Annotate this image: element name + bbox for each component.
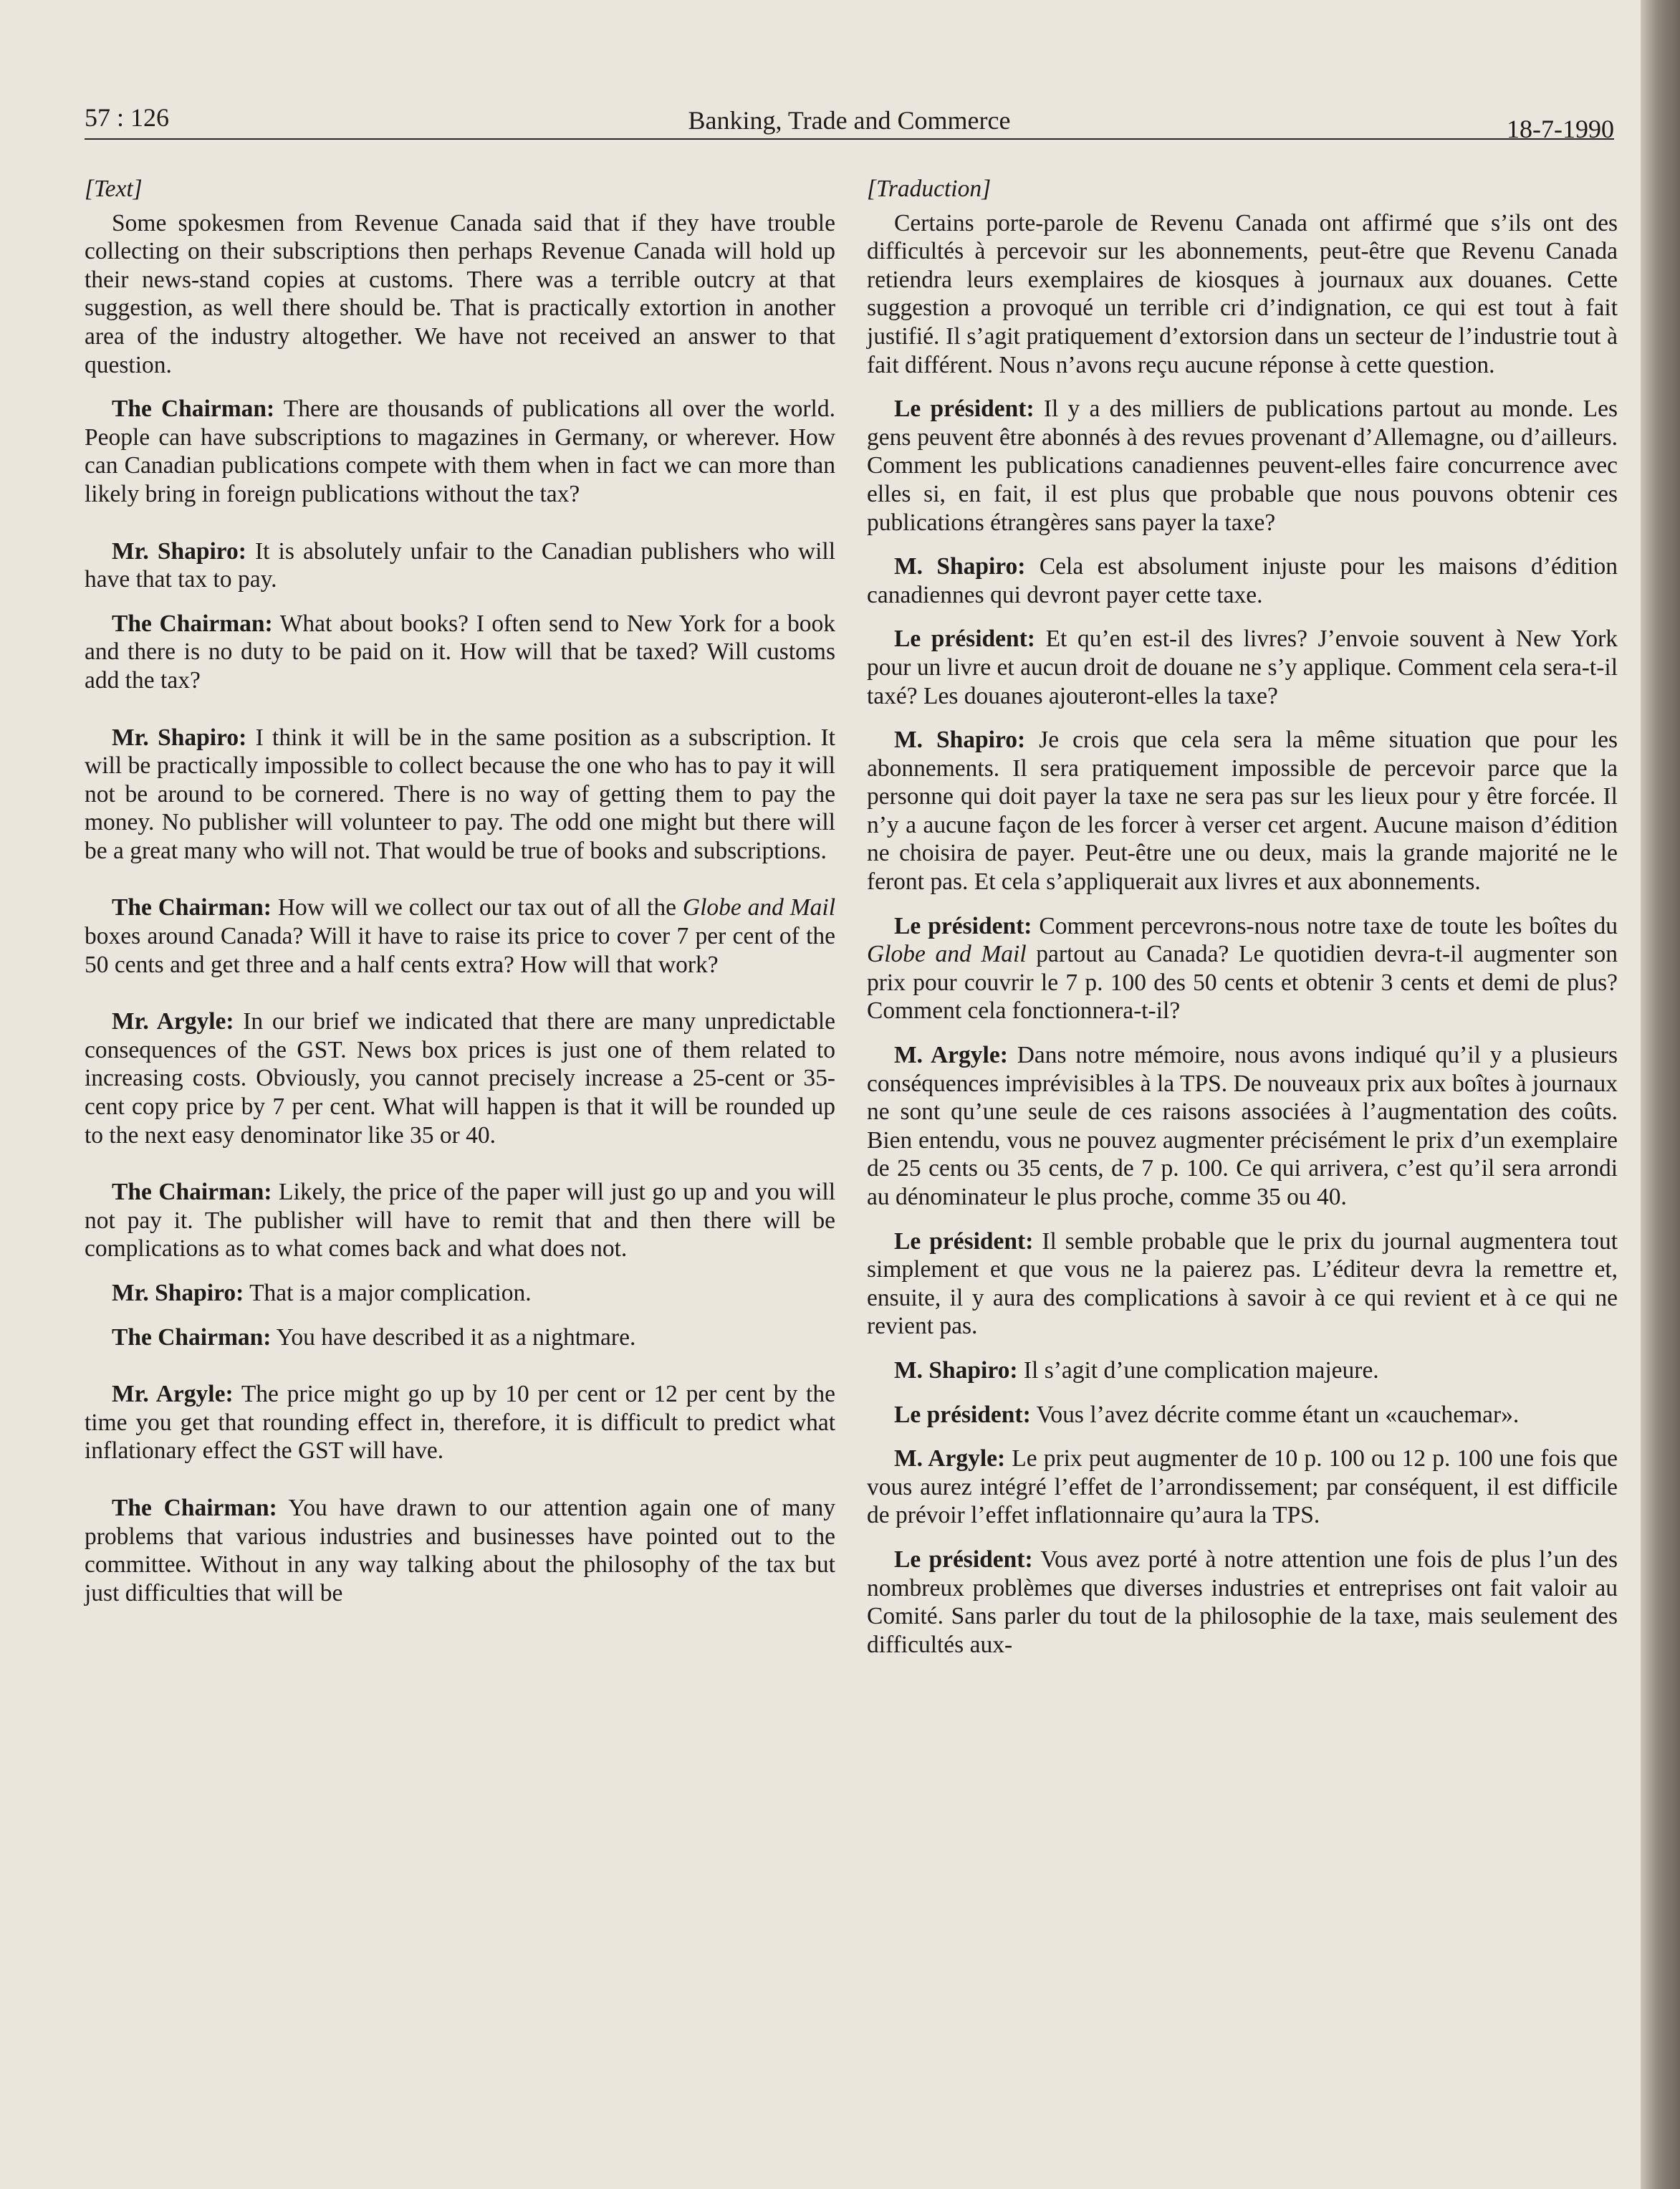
speaker-name: Mr. Shapiro: <box>112 724 247 751</box>
speaker-name: The Chairman: <box>112 610 273 637</box>
paragraph <box>85 724 835 866</box>
paragraph-text: Il y a des milliers de publications partout au monde. Les gens peuvent être abonnés à des revues provenant d’Allemagne, ou d’ailleurs. Comment les publications canadiennes peuvent-elles faire concurrence avec elles si, en fait, il est plus que probable que nous pouvons obtenir ces publications étrangères sans payer la taxe? <box>867 396 1618 536</box>
speaker-name: The Chairman: <box>112 1179 272 1206</box>
paragraph-text: The price might go up by 10 per cent or 12 per cent by the time you get that rounding effect in, therefore, it is difficult to predict what inflationary effect the GST will have. <box>85 1381 835 1465</box>
paragraph <box>867 1356 1618 1385</box>
speaker-name: M. Shapiro: <box>894 727 1026 754</box>
paragraph-text: You have drawn to our attention again one of many problems that various industries and businesses have pointed out to the committee. Without in any way talking about the philosophy of the tax but just difficulties that will be <box>85 1494 835 1606</box>
speaker-name: The Chairman: <box>112 1494 277 1521</box>
paragraph-text: There are thousands of publications all over the world. People can have subscriptions to magazines in Germany, or wherever. How can Canadian publications compete with them when in fact we can more than likely bring in foreign publications without the tax? <box>85 396 835 507</box>
speaker-name: M. Argyle: <box>894 1042 1008 1069</box>
paragraph-text: partout au Canada? Le quotidien devra-t-il augmenter son prix pour couvrir le 7 p. 100 des 50 cents et obtenir 3 cents et demi de plus? Comment cela fonctionnera-t-il? <box>867 941 1618 1025</box>
paragraph-text: Likely, the price of the paper will just go up and you will not pay it. The publisher will have to remit that and then there will be complications as to what comes back and what does not. <box>85 1179 836 1263</box>
speaker-name: Mr. Argyle: <box>112 1008 234 1035</box>
speaker-name: The Chairman: <box>112 396 275 423</box>
paragraph <box>867 912 1618 1025</box>
running-title: Banking, Trade and Commerce <box>688 106 1011 135</box>
paragraph <box>867 1227 1618 1341</box>
paragraph-text: Comment percevrons-nous notre taxe de toute les boîtes du <box>1039 912 1618 939</box>
paragraph-text: Je crois que cela sera la même situation que pour les abonnements. Il sera pratiquement impossible de percevoir parce que la personne qui doit payer la taxe ne sera pas sur les lieux pour y être forcée. Il n’y a aucune façon de les forcer à verser cet argent. Aucune maison d’édition ne choisira de payer. Peut-être une ou deux, mais la grande majorité ne le feront pas. Et cela s’appliquerait aux livres et aux abonnements. <box>867 727 1618 896</box>
page-header <box>85 97 1614 143</box>
paragraph-text: Vous avez porté à notre attention une fois de plus l’un des nombreux problèmes que diverses industries et entreprises ont fait valoir au Comité. Sans parler du tout de la philosophie de la taxe, mais seulement des difficultés aux- <box>867 1546 1618 1658</box>
speaker-name: Le président: <box>894 1227 1034 1255</box>
paragraph <box>85 610 835 695</box>
paragraph <box>85 1178 835 1263</box>
speaker-name: M. Argyle: <box>894 1445 1006 1472</box>
paragraph-text: Dans notre mémoire, nous avons indiqué qu’il y a plusieurs conséquences imprévisibles à la TPS. De nouveaux prix aux boîtes à journaux ne sont qu’une seule de ces raisons associées à l’augmentation des coûts. Bien entendu, vous ne pouvez augmenter précisément le prix d’un exemplaire de 25 cents ou 35 cents, de 7 p. 100. Ce qui arrivera, c’est qu’il sera arrondi au dénominateur le plus proche, comme 35 ou 40. <box>867 1042 1618 1210</box>
page-number: 57 : 126 <box>85 103 170 132</box>
paragraph-text: boxes around Canada? Will it have to raise its price to cover 7 per cent of the 50 cents and get three and a half cents extra? How will that work? <box>85 923 835 978</box>
paragraph-text: Le prix peut augmenter de 10 p. 100 ou 12 p. 100 une fois que vous aurez intégré l’effet de l’arrondissement; par conséquent, il est difficile de prévoir l’effet inflationnaire qu’aura la TPS. <box>867 1445 1618 1529</box>
paragraph <box>867 395 1618 537</box>
paragraph-text: Il s’agit d’une complication majeure. <box>1023 1356 1379 1384</box>
paragraph <box>867 1041 1618 1212</box>
paragraph <box>85 1323 835 1352</box>
speaker-name: The Chairman: <box>112 894 272 921</box>
paragraph-text: Et qu’en est-il des livres? J’envoie souvent à New York pour un livre et aucun droit de douane ne s’y applique. Comment cela sera-t-il taxé? Les douanes ajouteront-elles la taxe? <box>867 626 1618 709</box>
paragraph-text: Vous l’avez décrite comme étant un «cauchemar». <box>1036 1401 1520 1428</box>
paragraph-text: Il semble probable que le prix du journal augmentera tout simplement et que vous ne la paierez pas. L’éditeur devra la remettre et, ensuite, il y aura des complications à savoir à ce qui revient et à ce qui ne revient pas. <box>867 1227 1618 1340</box>
paragraph-text: Certains porte-parole de Revenu Canada ont affirmé que s’ils ont des difficultés à percevoir sur les abonnements, peut-être que Revenu Canada retiendra leurs exemplaires de kiosques à journaux aux douanes. Cette suggestion a provoqué un terrible cri d’indignation, ce qui est tout à fait justifié. Il s’agit pratiquement d’extorsion dans un secteur de l’industrie tout à fait différent. Nous n’avons reçu aucune réponse à cette question. <box>867 209 1618 378</box>
column-label: [Traduction] <box>867 176 992 202</box>
paragraph <box>867 625 1618 710</box>
speaker-name: M. Shapiro: <box>894 1356 1018 1384</box>
paragraph-text: In our brief we indicated that there are many unpredictable consequences of the GST. News box prices is just one of them related to increasing costs. Obviously, you cannot precisely increase a 25-cent or 35-cent copy price by 7 per cent. What will happen is that it will be rounded up to the next easy denominator like 35 or 40. <box>85 1008 836 1149</box>
paragraph-text: You have described it as a nightmare. <box>276 1323 636 1351</box>
newspaper-title: Globe and Mail <box>682 894 836 921</box>
paragraph-text: Cela est absolument injuste pour les maisons d’édition canadiennes qui devront payer cette taxe. <box>867 553 1618 608</box>
paragraph <box>85 894 835 979</box>
speaker-name: Le président: <box>894 396 1035 423</box>
paragraph-text: Some spokesmen from Revenue Canada said that if they have trouble collecting on their subscriptions then perhaps Revenue Canada will hold up their news-stand copies at customs. There was a terrible outcry at that suggestion, as well there should be. That is practically extortion in another area of the industry altogether. We have not received an answer to that question. <box>85 209 835 378</box>
speaker-name: Mr. Shapiro: <box>112 537 246 565</box>
paragraph <box>85 537 835 594</box>
newspaper-title: Globe and Mail <box>867 941 1027 968</box>
paragraph-text: That is a major complication. <box>249 1280 532 1306</box>
paragraph-text: What about books? I often send to New York for a book and there is no duty to be paid on it. How will that be taxed? Will customs add the tax? <box>85 610 835 694</box>
paragraph <box>867 1546 1618 1659</box>
speaker-name: Le président: <box>894 1401 1031 1428</box>
paragraph <box>85 1380 835 1465</box>
speaker-name: M. Shapiro: <box>894 553 1026 580</box>
page-edge-shadow <box>1641 0 1680 2189</box>
paragraph-text: How will we collect our tax out of all the <box>277 894 683 921</box>
paragraph <box>867 726 1618 896</box>
paragraph <box>85 395 835 508</box>
paragraph <box>867 209 1618 380</box>
paragraph-text: I think it will be in the same position as a subscription. It will be practically impossible to collect because the one who has to pay it will not be around to be cornered. There is no way of getting them to pay the money. No publisher will volunteer to pay. The odd one might but there will be a great many who will not. That would be true of books and subscriptions. <box>85 724 835 864</box>
speaker-name: Mr. Shapiro: <box>112 1280 244 1306</box>
paragraph <box>85 1279 835 1308</box>
speaker-name: Le président: <box>894 626 1035 653</box>
paragraph <box>867 1401 1618 1429</box>
paragraph <box>85 209 835 380</box>
speaker-name: The Chairman: <box>112 1323 272 1351</box>
speaker-name: Le président: <box>894 912 1032 939</box>
page-date: 18-7-1990 <box>1507 115 1614 143</box>
column-label: [Text] <box>85 176 143 202</box>
paragraph-text: It is absolutely unfair to the Canadian publishers who will have that tax to pay. <box>85 537 835 593</box>
paragraph <box>867 1445 1618 1530</box>
speaker-name: Mr. Argyle: <box>112 1381 234 1408</box>
paragraph <box>867 552 1618 609</box>
header-rule <box>85 138 1614 140</box>
speaker-name: Le président: <box>894 1546 1033 1573</box>
paragraph <box>85 1007 835 1149</box>
paragraph <box>85 1494 835 1607</box>
french-column <box>867 175 1618 1675</box>
english-column <box>85 175 835 1623</box>
